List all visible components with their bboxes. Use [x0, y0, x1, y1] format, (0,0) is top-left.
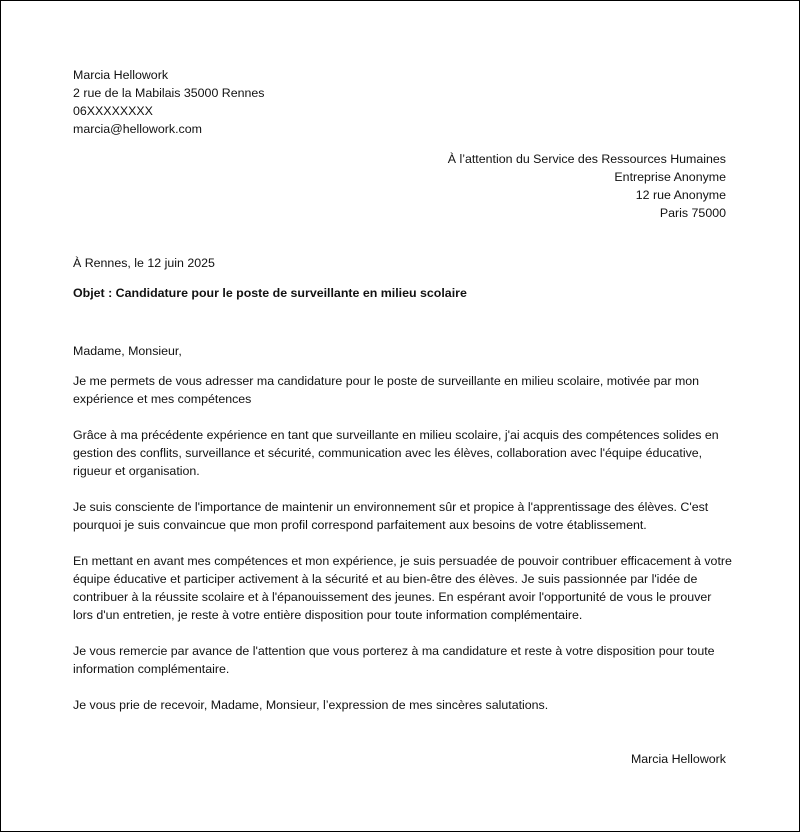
recipient-block — [448, 150, 726, 222]
recipient-city: Paris 75000 — [659, 206, 726, 220]
closing-paragraph: Je vous prie de recevoir, Madame, Monsieur, l’expression de mes sincères salutations. — [73, 698, 549, 712]
sender-email: marcia@hellowork.com — [73, 122, 202, 136]
body-paragraph-3: Je suis consciente de l'importance de maintenir un environnement sûr et propice à l'apprentissage des élèves. C'est pourquoi je suis convaincue que mon profil correspond parfaitement aux besoins de votre établissement. — [73, 500, 709, 532]
body-paragraph-1: Je me permets de vous adresser ma candidature pour le poste de surveillante en milieu scolaire, motivée par mon expérience et mes compétences — [73, 374, 700, 406]
sender-address: 2 rue de la Mabilais 35000 Rennes — [73, 86, 265, 100]
recipient-company: Entreprise Anonyme — [614, 170, 726, 184]
sender-block — [73, 66, 265, 138]
sender-name: Marcia Hellowork — [73, 68, 169, 82]
recipient-attention: À l’attention du Service des Ressources Humaines — [447, 152, 726, 166]
body-paragraph-5: Je vous remercie par avance de l'attention que vous porterez à ma candidature et reste à votre disposition pour toute information complémentaire. — [73, 644, 715, 676]
recipient-street: 12 rue Anonyme — [635, 188, 726, 202]
body-paragraph-2: Grâce à ma précédente expérience en tant que surveillante en milieu scolaire, j'ai acquis des compétences solides en gestion des conflits, surveillance et sécurité, communication avec les élèves, collaboration avec l'équipe éducative, rigueur et organisation. — [73, 428, 719, 478]
date-line: À Rennes, le 12 juin 2025 — [73, 256, 215, 270]
body-paragraph-4: En mettant en avant mes compétences et mon expérience, je suis persuadée de pouvoir contribuer efficacement à votre équipe éducative et participer activement à la sécurité et au bien-être des élèves. Je suis passionnée par l'idée de contribuer à la réussite scolaire et à l'épanouissement des jeunes. En espérant avoir l'opportunité de vous le prouver lors d'un entretien, je reste à votre entière disposition pour toute information complémentaire. — [73, 554, 732, 622]
signature: Marcia Hellowork — [630, 752, 726, 766]
greeting: Madame, Monsieur, — [73, 344, 182, 358]
sender-phone: 06XXXXXXXX — [73, 104, 153, 118]
subject-line: Objet : Candidature pour le poste de surveillante en milieu scolaire — [73, 286, 467, 300]
